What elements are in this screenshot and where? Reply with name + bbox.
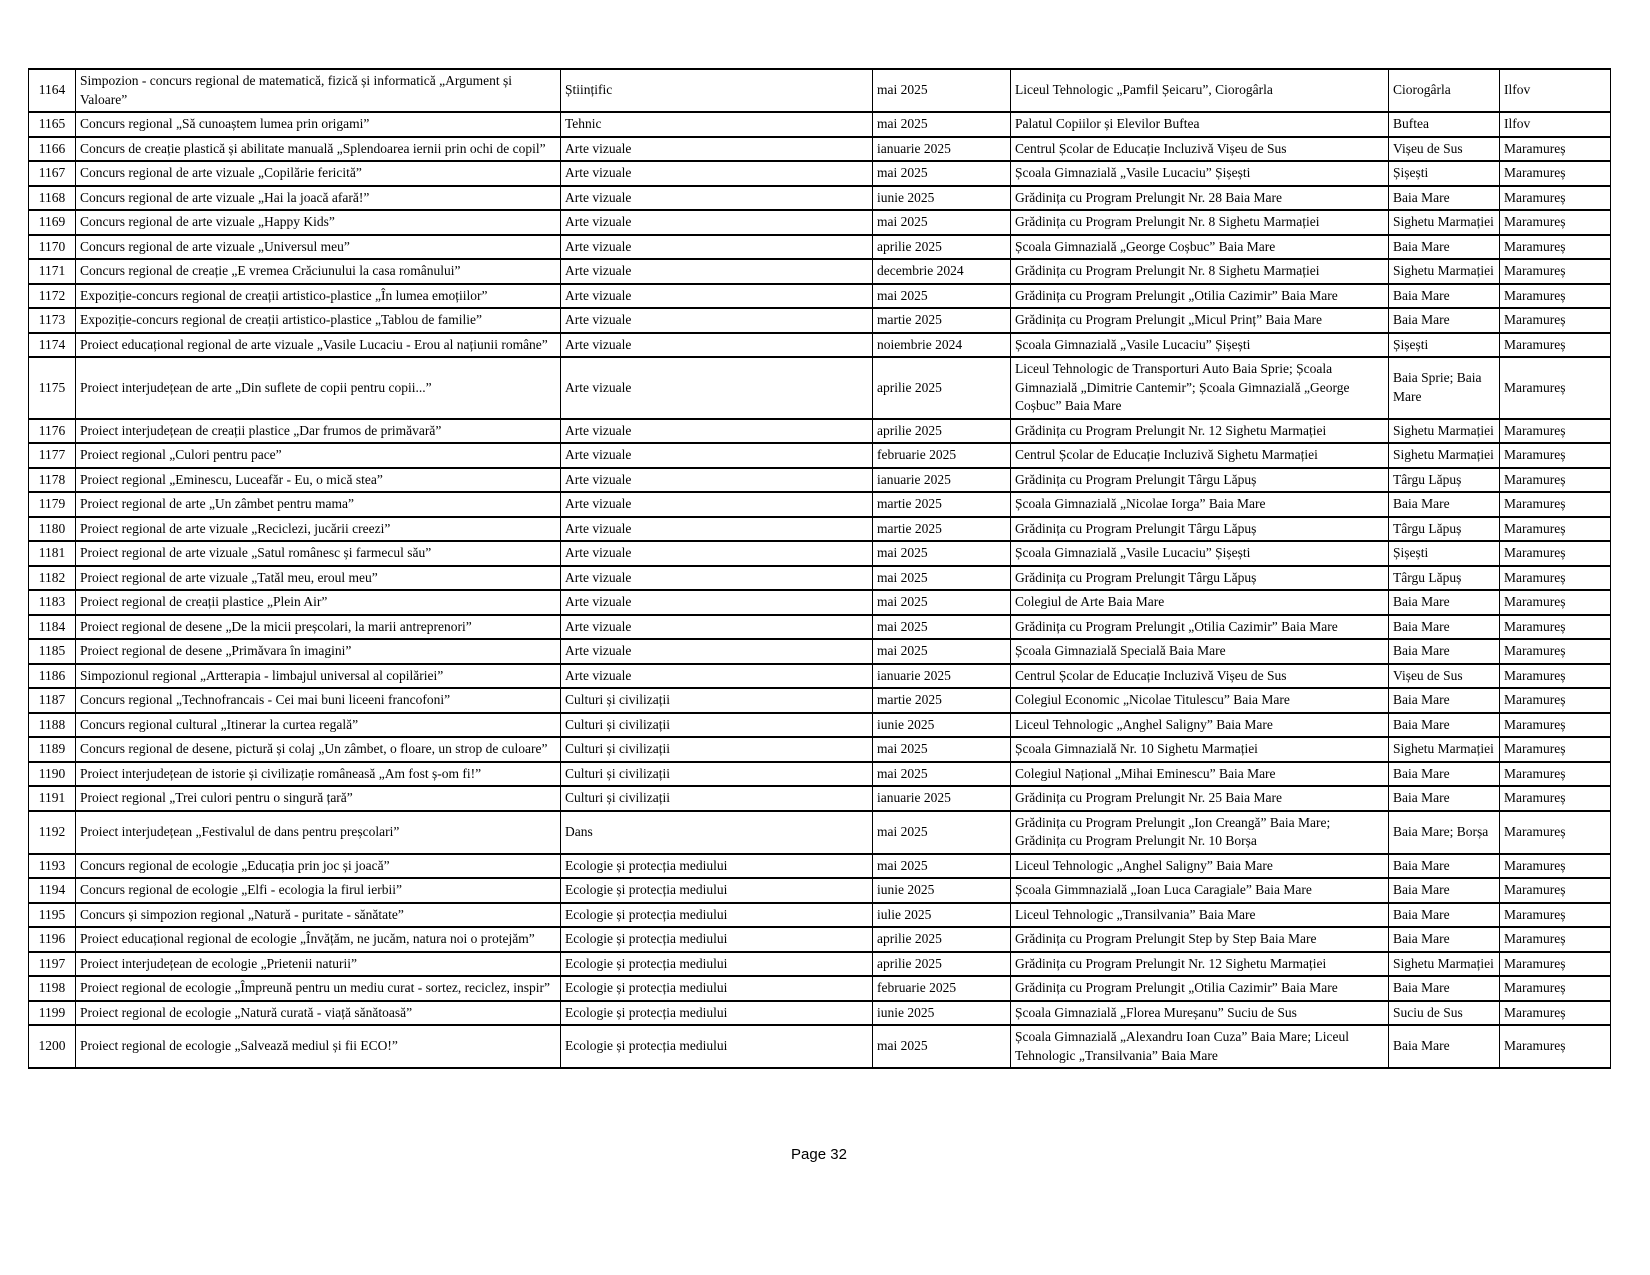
event-name-cell: Concurs regional de ecologie „Educația prin joc și joacă”	[76, 854, 561, 879]
event-name-cell: Proiect interjudețean de istorie și civilizație româneasă „Am fost ș-om fi!”	[76, 762, 561, 787]
category-cell: Ecologie și protecția mediului	[561, 976, 873, 1001]
id-cell: 1183	[29, 590, 76, 615]
county-cell: Maramureș	[1500, 737, 1611, 762]
id-cell: 1172	[29, 284, 76, 309]
event-name-cell: Concurs regional „Technofrancais - Cei mai buni liceeni francofoni”	[76, 688, 561, 713]
table-row	[29, 903, 1611, 928]
events-table	[28, 68, 1611, 1069]
event-name-cell: Proiect regional „Eminescu, Luceafăr - Eu, o mică stea”	[76, 468, 561, 493]
event-name-cell: Proiect interjudețean de arte „Din suflete de copii pentru copii...”	[76, 357, 561, 419]
institution-cell: Grădinița cu Program Prelungit „Otilia Cazimir” Baia Mare	[1011, 284, 1389, 309]
table-row	[29, 762, 1611, 787]
category-cell: Arte vizuale	[561, 492, 873, 517]
date-cell: mai 2025	[873, 762, 1011, 787]
category-cell: Arte vizuale	[561, 639, 873, 664]
event-name-cell: Concurs regional de desene, pictură și colaj „Un zâmbet, o floare, un strop de culoare”	[76, 737, 561, 762]
event-name-cell: Proiect interjudețean „Festivalul de dans pentru preșcolari”	[76, 811, 561, 854]
id-cell: 1189	[29, 737, 76, 762]
city-cell: Baia Mare	[1389, 976, 1500, 1001]
county-cell: Maramureș	[1500, 590, 1611, 615]
table-row	[29, 161, 1611, 186]
category-cell: Arte vizuale	[561, 664, 873, 689]
event-name-cell: Simpozion - concurs regional de matematică, fizică și informatică „Argument și Valoare”	[76, 69, 561, 112]
table-row	[29, 443, 1611, 468]
city-cell: Târgu Lăpuș	[1389, 566, 1500, 591]
page-number: Page 32	[791, 1146, 847, 1163]
date-cell: iulie 2025	[873, 903, 1011, 928]
city-cell: Sighetu Marmației	[1389, 419, 1500, 444]
institution-cell: Școala Gimnazială „Florea Mureșanu” Suciu de Sus	[1011, 1001, 1389, 1026]
date-cell: martie 2025	[873, 688, 1011, 713]
event-name-cell: Proiect regional de arte vizuale „Tatăl meu, eroul meu”	[76, 566, 561, 591]
institution-cell: Grădinița cu Program Prelungit Nr. 8 Sighetu Marmației	[1011, 259, 1389, 284]
county-cell: Maramureș	[1500, 952, 1611, 977]
event-name-cell: Concurs regional de arte vizuale „Hai la joacă afară!”	[76, 186, 561, 211]
county-cell: Maramureș	[1500, 161, 1611, 186]
event-name-cell: Concurs regional cultural „Itinerar la curtea regală”	[76, 713, 561, 738]
event-name-cell: Concurs regional de arte vizuale „Universul meu”	[76, 235, 561, 260]
institution-cell: Grădinița cu Program Prelungit Nr. 8 Sighetu Marmației	[1011, 210, 1389, 235]
id-cell: 1190	[29, 762, 76, 787]
table-row	[29, 1025, 1611, 1068]
county-cell: Maramureș	[1500, 566, 1611, 591]
date-cell: mai 2025	[873, 615, 1011, 640]
id-cell: 1182	[29, 566, 76, 591]
date-cell: mai 2025	[873, 590, 1011, 615]
id-cell: 1169	[29, 210, 76, 235]
county-cell: Maramureș	[1500, 713, 1611, 738]
id-cell: 1191	[29, 786, 76, 811]
id-cell: 1171	[29, 259, 76, 284]
id-cell: 1187	[29, 688, 76, 713]
category-cell: Culturi și civilizații	[561, 762, 873, 787]
date-cell: iunie 2025	[873, 186, 1011, 211]
id-cell: 1193	[29, 854, 76, 879]
institution-cell: Școala Gimnazială „Alexandru Ioan Cuza” Baia Mare; Liceul Tehnologic „Transilvania” Baia Mare	[1011, 1025, 1389, 1068]
id-cell: 1181	[29, 541, 76, 566]
institution-cell: Grădinița cu Program Prelungit Step by Step Baia Mare	[1011, 927, 1389, 952]
category-cell: Ecologie și protecția mediului	[561, 952, 873, 977]
county-cell: Ilfov	[1500, 69, 1611, 112]
institution-cell: Centrul Școlar de Educație Incluzivă Vișeu de Sus	[1011, 664, 1389, 689]
table-row	[29, 615, 1611, 640]
date-cell: martie 2025	[873, 308, 1011, 333]
county-cell: Maramureș	[1500, 854, 1611, 879]
institution-cell: Grădinița cu Program Prelungit Nr. 12 Sighetu Marmației	[1011, 419, 1389, 444]
city-cell: Sighetu Marmației	[1389, 952, 1500, 977]
category-cell: Ecologie și protecția mediului	[561, 854, 873, 879]
id-cell: 1166	[29, 137, 76, 162]
id-cell: 1177	[29, 443, 76, 468]
table-row	[29, 590, 1611, 615]
id-cell: 1199	[29, 1001, 76, 1026]
city-cell: Sighetu Marmației	[1389, 737, 1500, 762]
city-cell: Baia Mare	[1389, 927, 1500, 952]
county-cell: Maramureș	[1500, 443, 1611, 468]
institution-cell: Grădinița cu Program Prelungit „Otilia Cazimir” Baia Mare	[1011, 615, 1389, 640]
institution-cell: Colegiul Economic „Nicolae Titulescu” Baia Mare	[1011, 688, 1389, 713]
id-cell: 1174	[29, 333, 76, 358]
institution-cell: Școala Gimnazială Nr. 10 Sighetu Marmației	[1011, 737, 1389, 762]
category-cell: Tehnic	[561, 112, 873, 137]
county-cell: Maramureș	[1500, 492, 1611, 517]
date-cell: mai 2025	[873, 639, 1011, 664]
event-name-cell: Proiect regional de arte „Un zâmbet pentru mama”	[76, 492, 561, 517]
category-cell: Arte vizuale	[561, 566, 873, 591]
county-cell: Maramureș	[1500, 927, 1611, 952]
county-cell: Maramureș	[1500, 664, 1611, 689]
date-cell: mai 2025	[873, 737, 1011, 762]
id-cell: 1192	[29, 811, 76, 854]
event-name-cell: Proiect regional de desene „Primăvara în imagini”	[76, 639, 561, 664]
event-name-cell: Concurs regional „Să cunoaștem lumea prin origami”	[76, 112, 561, 137]
table-row	[29, 137, 1611, 162]
city-cell: Șișești	[1389, 333, 1500, 358]
table-row	[29, 517, 1611, 542]
date-cell: aprilie 2025	[873, 927, 1011, 952]
county-cell: Maramureș	[1500, 1001, 1611, 1026]
table-row	[29, 664, 1611, 689]
city-cell: Târgu Lăpuș	[1389, 517, 1500, 542]
event-name-cell: Proiect regional de creații plastice „Plein Air”	[76, 590, 561, 615]
id-cell: 1195	[29, 903, 76, 928]
date-cell: mai 2025	[873, 161, 1011, 186]
institution-cell: Liceul Tehnologic „Anghel Saligny” Baia Mare	[1011, 713, 1389, 738]
event-name-cell: Concurs regional de creație „E vremea Crăciunului la casa românului”	[76, 259, 561, 284]
event-name-cell: Proiect educațional regional de arte vizuale „Vasile Lucaciu - Erou al națiunii române”	[76, 333, 561, 358]
category-cell: Ecologie și protecția mediului	[561, 1001, 873, 1026]
id-cell: 1185	[29, 639, 76, 664]
event-name-cell: Concurs și simpozion regional „Natură - puritate - sănătate”	[76, 903, 561, 928]
institution-cell: Școala Gimmnazială „Ioan Luca Caragiale” Baia Mare	[1011, 878, 1389, 903]
category-cell: Ecologie și protecția mediului	[561, 1025, 873, 1068]
county-cell: Maramureș	[1500, 786, 1611, 811]
category-cell: Culturi și civilizații	[561, 713, 873, 738]
event-name-cell: Proiect interjudețean de ecologie „Prietenii naturii”	[76, 952, 561, 977]
city-cell: Baia Mare	[1389, 762, 1500, 787]
city-cell: Baia Mare	[1389, 713, 1500, 738]
county-cell: Maramureș	[1500, 811, 1611, 854]
category-cell: Arte vizuale	[561, 308, 873, 333]
category-cell: Arte vizuale	[561, 443, 873, 468]
id-cell: 1188	[29, 713, 76, 738]
county-cell: Maramureș	[1500, 541, 1611, 566]
institution-cell: Grădinița cu Program Prelungit Târgu Lăpuș	[1011, 468, 1389, 493]
institution-cell: Grădinița cu Program Prelungit Nr. 25 Baia Mare	[1011, 786, 1389, 811]
institution-cell: Centrul Școlar de Educație Incluzivă Sighetu Marmației	[1011, 443, 1389, 468]
city-cell: Șișești	[1389, 161, 1500, 186]
id-cell: 1180	[29, 517, 76, 542]
county-cell: Maramureș	[1500, 210, 1611, 235]
event-name-cell: Concurs regional de arte vizuale „Copilărie fericită”	[76, 161, 561, 186]
event-name-cell: Proiect regional „Culori pentru pace”	[76, 443, 561, 468]
table-row	[29, 854, 1611, 879]
table-row	[29, 235, 1611, 260]
institution-cell: Școala Gimnazială „Vasile Lucaciu” Șișești	[1011, 161, 1389, 186]
city-cell: Sighetu Marmației	[1389, 210, 1500, 235]
institution-cell: Școala Gimnazială Specială Baia Mare	[1011, 639, 1389, 664]
table-row	[29, 492, 1611, 517]
category-cell: Arte vizuale	[561, 284, 873, 309]
institution-cell: Școala Gimnazială „Vasile Lucaciu” Șișești	[1011, 541, 1389, 566]
institution-cell: Grădinița cu Program Prelungit Nr. 12 Sighetu Marmației	[1011, 952, 1389, 977]
category-cell: Culturi și civilizații	[561, 786, 873, 811]
table-row	[29, 284, 1611, 309]
id-cell: 1194	[29, 878, 76, 903]
date-cell: mai 2025	[873, 69, 1011, 112]
event-name-cell: Proiect regional de arte vizuale „Reciclezi, jucării creezi”	[76, 517, 561, 542]
table-row	[29, 419, 1611, 444]
table-row	[29, 259, 1611, 284]
county-cell: Maramureș	[1500, 878, 1611, 903]
category-cell: Arte vizuale	[561, 517, 873, 542]
city-cell: Baia Mare	[1389, 786, 1500, 811]
event-name-cell: Proiect regional de ecologie „Natură curată - viață sănătoasă”	[76, 1001, 561, 1026]
table-row	[29, 713, 1611, 738]
county-cell: Maramureș	[1500, 186, 1611, 211]
county-cell: Maramureș	[1500, 615, 1611, 640]
event-name-cell: Expoziție-concurs regional de creații artistico-plastice „Tablou de familie”	[76, 308, 561, 333]
category-cell: Ecologie și protecția mediului	[561, 878, 873, 903]
city-cell: Baia Mare	[1389, 878, 1500, 903]
date-cell: decembrie 2024	[873, 259, 1011, 284]
date-cell: mai 2025	[873, 566, 1011, 591]
date-cell: ianuarie 2025	[873, 786, 1011, 811]
date-cell: martie 2025	[873, 492, 1011, 517]
city-cell: Vișeu de Sus	[1389, 664, 1500, 689]
event-name-cell: Simpozionul regional „Artterapia - limbajul universal al copilăriei”	[76, 664, 561, 689]
event-name-cell: Concurs regional de ecologie „Elfi - ecologia la firul ierbii”	[76, 878, 561, 903]
institution-cell: Grădinița cu Program Prelungit „Micul Prinț” Baia Mare	[1011, 308, 1389, 333]
table-row	[29, 357, 1611, 419]
institution-cell: Grădinița cu Program Prelungit Târgu Lăpuș	[1011, 517, 1389, 542]
institution-cell: Colegiul de Arte Baia Mare	[1011, 590, 1389, 615]
institution-cell: Liceul Tehnologic „Transilvania” Baia Mare	[1011, 903, 1389, 928]
table-row	[29, 1001, 1611, 1026]
event-name-cell: Concurs regional de arte vizuale „Happy Kids”	[76, 210, 561, 235]
category-cell: Ecologie și protecția mediului	[561, 903, 873, 928]
category-cell: Culturi și civilizații	[561, 688, 873, 713]
county-cell: Maramureș	[1500, 357, 1611, 419]
category-cell: Arte vizuale	[561, 186, 873, 211]
city-cell: Sighetu Marmației	[1389, 443, 1500, 468]
institution-cell: Școala Gimnazială „Vasile Lucaciu” Șișești	[1011, 333, 1389, 358]
city-cell: Baia Mare	[1389, 639, 1500, 664]
county-cell: Maramureș	[1500, 333, 1611, 358]
id-cell: 1173	[29, 308, 76, 333]
county-cell: Maramureș	[1500, 468, 1611, 493]
city-cell: Suciu de Sus	[1389, 1001, 1500, 1026]
table-row	[29, 186, 1611, 211]
county-cell: Maramureș	[1500, 517, 1611, 542]
city-cell: Baia Mare	[1389, 308, 1500, 333]
event-name-cell: Concurs de creație plastică și abilitate manuală „Splendoarea iernii prin ochi de copil”	[76, 137, 561, 162]
table-row	[29, 468, 1611, 493]
date-cell: aprilie 2025	[873, 235, 1011, 260]
id-cell: 1179	[29, 492, 76, 517]
id-cell: 1168	[29, 186, 76, 211]
date-cell: ianuarie 2025	[873, 137, 1011, 162]
table-row	[29, 566, 1611, 591]
city-cell: Sighetu Marmației	[1389, 259, 1500, 284]
table-row	[29, 952, 1611, 977]
city-cell: Baia Mare	[1389, 284, 1500, 309]
event-name-cell: Proiect regional de ecologie „Salvează mediul și fii ECO!”	[76, 1025, 561, 1068]
city-cell: Baia Sprie; Baia Mare	[1389, 357, 1500, 419]
date-cell: iunie 2025	[873, 713, 1011, 738]
city-cell: Târgu Lăpuș	[1389, 468, 1500, 493]
date-cell: mai 2025	[873, 811, 1011, 854]
institution-cell: Palatul Copiilor și Elevilor Buftea	[1011, 112, 1389, 137]
event-name-cell: Proiect educațional regional de ecologie „Învățăm, ne jucăm, natura noi o protejăm”	[76, 927, 561, 952]
county-cell: Maramureș	[1500, 1025, 1611, 1068]
date-cell: mai 2025	[873, 854, 1011, 879]
category-cell: Arte vizuale	[561, 541, 873, 566]
table-row	[29, 210, 1611, 235]
event-name-cell: Proiect interjudețean de creații plastice „Dar frumos de primăvară”	[76, 419, 561, 444]
county-cell: Maramureș	[1500, 284, 1611, 309]
id-cell: 1178	[29, 468, 76, 493]
id-cell: 1200	[29, 1025, 76, 1068]
city-cell: Baia Mare	[1389, 854, 1500, 879]
county-cell: Maramureș	[1500, 762, 1611, 787]
id-cell: 1170	[29, 235, 76, 260]
date-cell: februarie 2025	[873, 976, 1011, 1001]
category-cell: Culturi și civilizații	[561, 737, 873, 762]
table-row	[29, 927, 1611, 952]
event-name-cell: Expoziție-concurs regional de creații artistico-plastice „În lumea emoțiilor”	[76, 284, 561, 309]
date-cell: mai 2025	[873, 541, 1011, 566]
date-cell: ianuarie 2025	[873, 664, 1011, 689]
county-cell: Maramureș	[1500, 976, 1611, 1001]
city-cell: Ciorogârla	[1389, 69, 1500, 112]
table-row	[29, 878, 1611, 903]
id-cell: 1197	[29, 952, 76, 977]
table-body	[29, 69, 1611, 1068]
category-cell: Arte vizuale	[561, 235, 873, 260]
city-cell: Șișești	[1389, 541, 1500, 566]
date-cell: noiembrie 2024	[873, 333, 1011, 358]
id-cell: 1175	[29, 357, 76, 419]
id-cell: 1164	[29, 69, 76, 112]
id-cell: 1198	[29, 976, 76, 1001]
category-cell: Arte vizuale	[561, 137, 873, 162]
category-cell: Arte vizuale	[561, 468, 873, 493]
county-cell: Maramureș	[1500, 639, 1611, 664]
city-cell: Baia Mare	[1389, 688, 1500, 713]
table-row	[29, 333, 1611, 358]
table-row	[29, 308, 1611, 333]
county-cell: Maramureș	[1500, 259, 1611, 284]
date-cell: iunie 2025	[873, 878, 1011, 903]
date-cell: mai 2025	[873, 210, 1011, 235]
county-cell: Maramureș	[1500, 137, 1611, 162]
table-row	[29, 688, 1611, 713]
event-name-cell: Proiect regional „Trei culori pentru o singură țară”	[76, 786, 561, 811]
county-cell: Maramureș	[1500, 903, 1611, 928]
id-cell: 1186	[29, 664, 76, 689]
institution-cell: Școala Gimnazială „Nicolae Iorga” Baia Mare	[1011, 492, 1389, 517]
institution-cell: Școala Gimnazială „George Coșbuc” Baia Mare	[1011, 235, 1389, 260]
event-name-cell: Proiect regional de desene „De la micii preșcolari, la marii antreprenori”	[76, 615, 561, 640]
city-cell: Baia Mare	[1389, 186, 1500, 211]
category-cell: Dans	[561, 811, 873, 854]
institution-cell: Centrul Școlar de Educație Incluzivă Vișeu de Sus	[1011, 137, 1389, 162]
id-cell: 1184	[29, 615, 76, 640]
date-cell: mai 2025	[873, 1025, 1011, 1068]
category-cell: Arte vizuale	[561, 357, 873, 419]
institution-cell: Liceul Tehnologic „Pamfil Șeicaru”, Ciorogârla	[1011, 69, 1389, 112]
county-cell: Ilfov	[1500, 112, 1611, 137]
date-cell: aprilie 2025	[873, 952, 1011, 977]
table-row	[29, 976, 1611, 1001]
category-cell: Arte vizuale	[561, 419, 873, 444]
county-cell: Maramureș	[1500, 235, 1611, 260]
institution-cell: Colegiul Național „Mihai Eminescu” Baia Mare	[1011, 762, 1389, 787]
category-cell: Ecologie și protecția mediului	[561, 927, 873, 952]
date-cell: mai 2025	[873, 112, 1011, 137]
city-cell: Baia Mare	[1389, 1025, 1500, 1068]
id-cell: 1176	[29, 419, 76, 444]
table-row	[29, 737, 1611, 762]
county-cell: Maramureș	[1500, 688, 1611, 713]
institution-cell: Grădinița cu Program Prelungit „Otilia Cazimir” Baia Mare	[1011, 976, 1389, 1001]
id-cell: 1165	[29, 112, 76, 137]
table-row	[29, 112, 1611, 137]
institution-cell: Grădinița cu Program Prelungit Nr. 28 Baia Mare	[1011, 186, 1389, 211]
category-cell: Arte vizuale	[561, 590, 873, 615]
id-cell: 1196	[29, 927, 76, 952]
category-cell: Arte vizuale	[561, 210, 873, 235]
table-row	[29, 639, 1611, 664]
city-cell: Baia Mare	[1389, 590, 1500, 615]
institution-cell: Grădinița cu Program Prelungit Târgu Lăpuș	[1011, 566, 1389, 591]
date-cell: mai 2025	[873, 284, 1011, 309]
date-cell: aprilie 2025	[873, 357, 1011, 419]
city-cell: Baia Mare	[1389, 903, 1500, 928]
date-cell: aprilie 2025	[873, 419, 1011, 444]
category-cell: Științific	[561, 69, 873, 112]
city-cell: Baia Mare; Borșa	[1389, 811, 1500, 854]
category-cell: Arte vizuale	[561, 615, 873, 640]
date-cell: ianuarie 2025	[873, 468, 1011, 493]
county-cell: Maramureș	[1500, 308, 1611, 333]
city-cell: Baia Mare	[1389, 235, 1500, 260]
id-cell: 1167	[29, 161, 76, 186]
category-cell: Arte vizuale	[561, 259, 873, 284]
event-name-cell: Proiect regional de arte vizuale „Satul românesc și farmecul său”	[76, 541, 561, 566]
table-row	[29, 541, 1611, 566]
date-cell: februarie 2025	[873, 443, 1011, 468]
city-cell: Buftea	[1389, 112, 1500, 137]
institution-cell: Liceul Tehnologic de Transporturi Auto Baia Sprie; Școala Gimnazială „Dimitrie Cantemir”; Școala Gimnazială „George Coșbuc” Baia Mare	[1011, 357, 1389, 419]
table-row	[29, 786, 1611, 811]
city-cell: Baia Mare	[1389, 615, 1500, 640]
city-cell: Baia Mare	[1389, 492, 1500, 517]
city-cell: Vișeu de Sus	[1389, 137, 1500, 162]
date-cell: iunie 2025	[873, 1001, 1011, 1026]
table-row	[29, 69, 1611, 112]
event-name-cell: Proiect regional de ecologie „Împreună pentru un mediu curat - sortez, reciclez, inspir”	[76, 976, 561, 1001]
institution-cell: Grădinița cu Program Prelungit „Ion Creangă” Baia Mare; Grădinița cu Program Prelungit Nr. 10 Borșa	[1011, 811, 1389, 854]
category-cell: Arte vizuale	[561, 333, 873, 358]
table-row	[29, 811, 1611, 854]
county-cell: Maramureș	[1500, 419, 1611, 444]
date-cell: martie 2025	[873, 517, 1011, 542]
institution-cell: Liceul Tehnologic „Anghel Saligny” Baia Mare	[1011, 854, 1389, 879]
category-cell: Arte vizuale	[561, 161, 873, 186]
